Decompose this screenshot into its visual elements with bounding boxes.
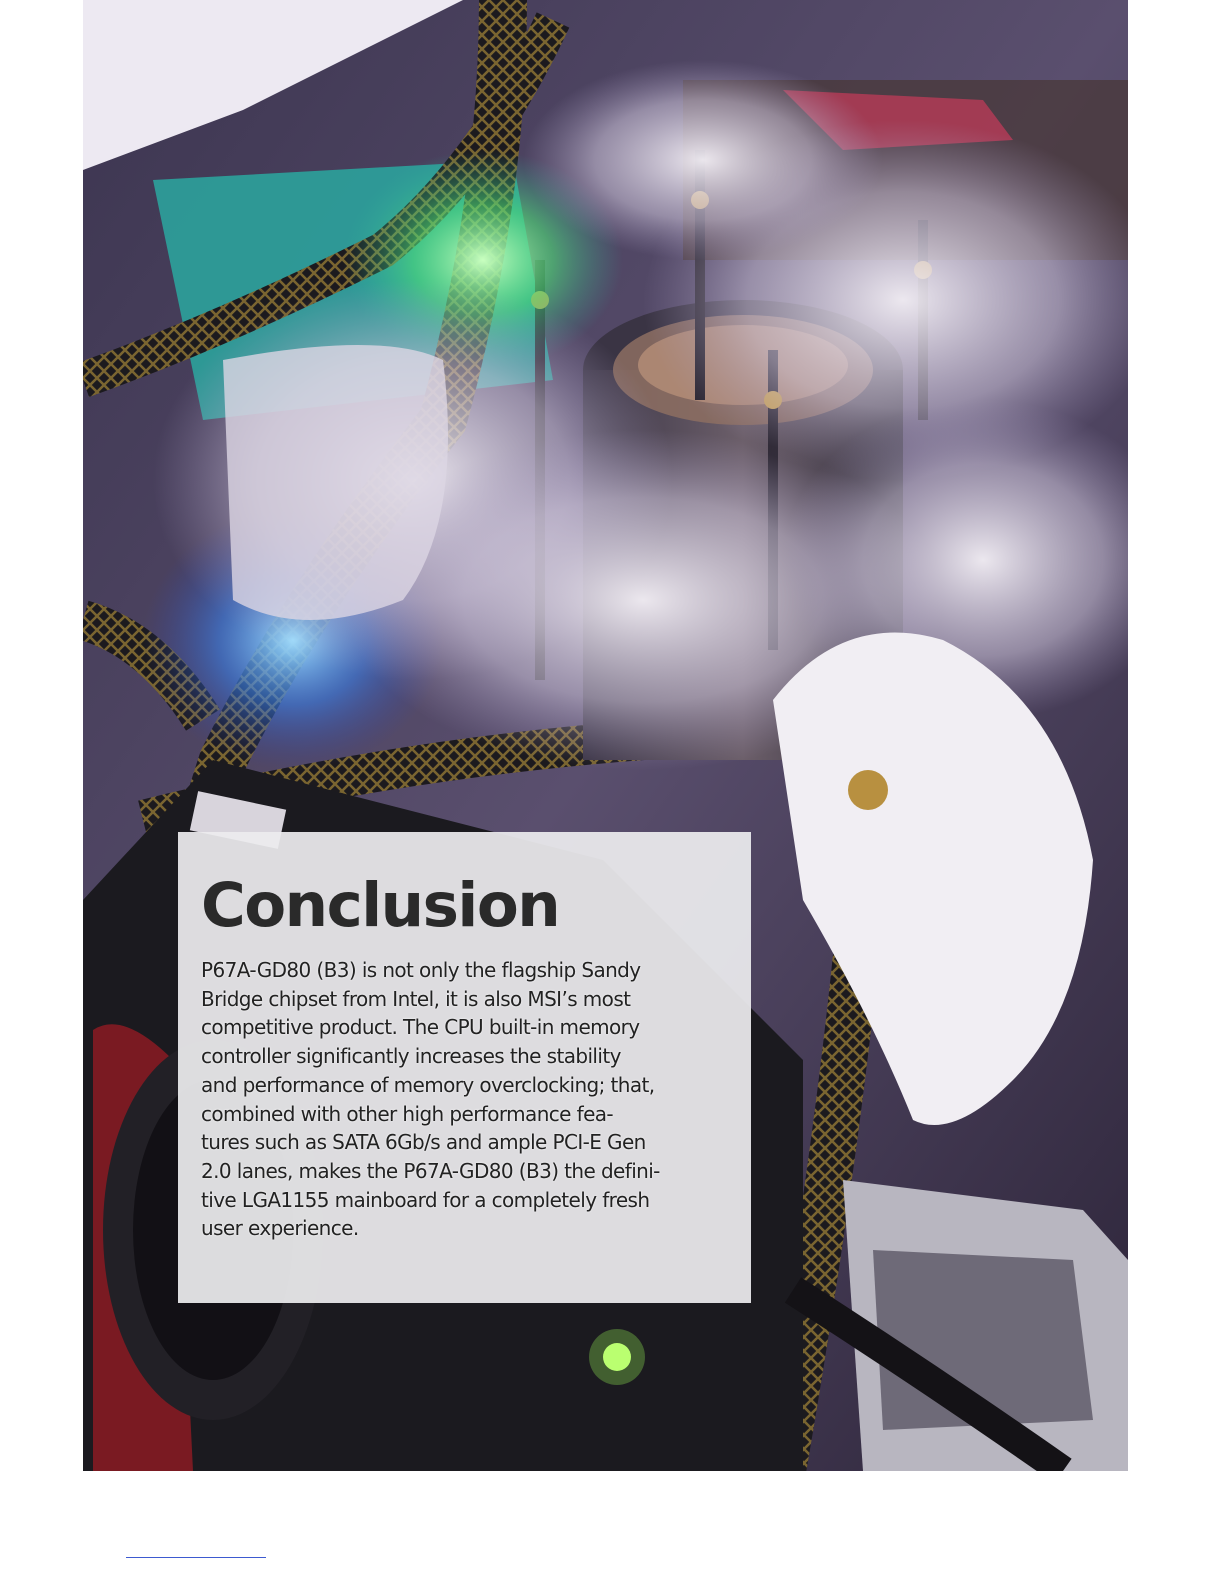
- conclusion-body: [201, 956, 731, 1243]
- body-line: 2.0 lanes, makes the P67A-GD80 (B3) the defini-: [201, 1158, 660, 1183]
- footer-rule: [126, 1557, 266, 1558]
- body-line: and performance of memory overclocking; that,: [201, 1072, 655, 1097]
- body-line: user experience.: [201, 1216, 359, 1241]
- body-line: combined with other high performance fea-: [201, 1101, 614, 1126]
- body-line: P67A-GD80 (B3) is not only the flagship Sandy: [201, 958, 641, 982]
- body-line: competitive product. The CPU built-in memory: [201, 1015, 640, 1040]
- body-line: tive LGA1155 mainboard for a completely fresh: [201, 1187, 650, 1212]
- conclusion-title: Conclusion: [201, 870, 560, 941]
- body-line: Bridge chipset from Intel, it is also MSI’s most: [201, 986, 631, 1011]
- body-line: controller significantly increases the stability: [201, 1044, 621, 1069]
- conclusion-panel: [178, 832, 751, 1303]
- body-line: tures such as SATA 6Gb/s and ample PCI-E Gen: [201, 1130, 646, 1155]
